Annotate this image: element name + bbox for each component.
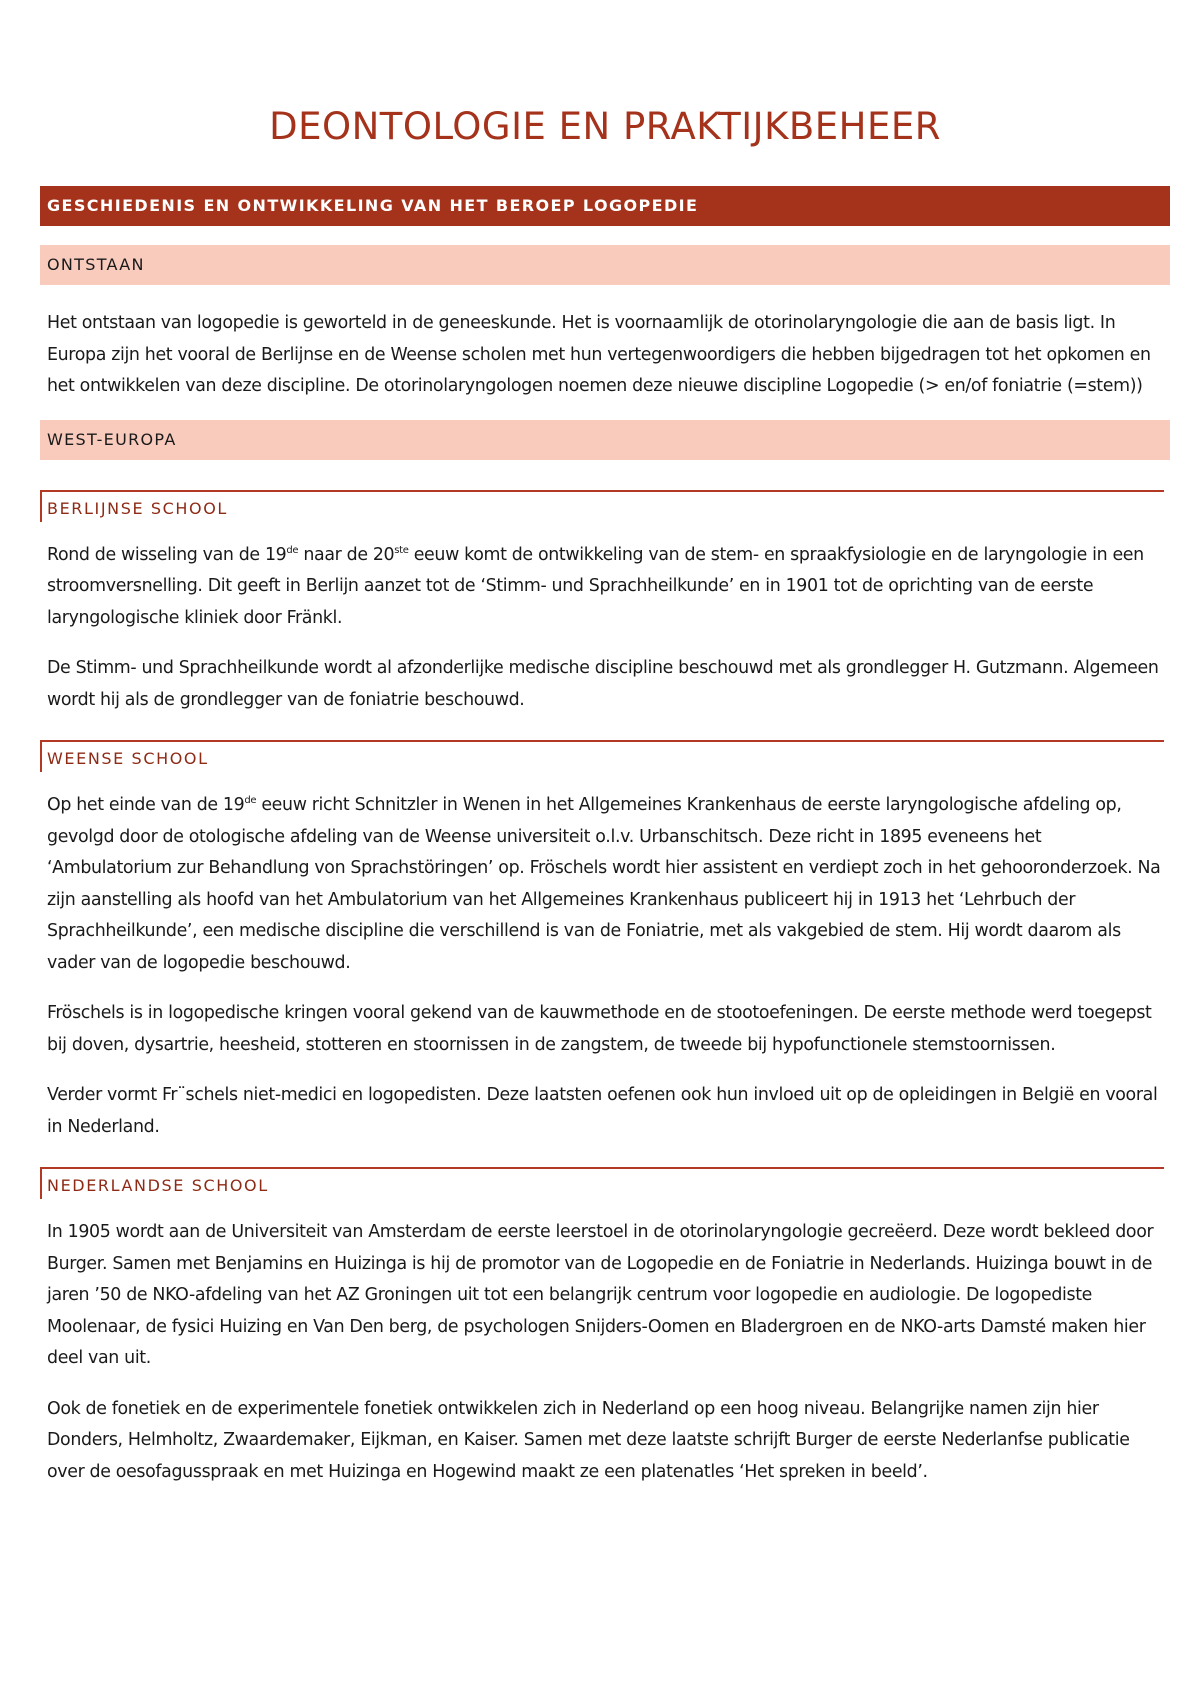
subsection-heading-berlijnse-school: BERLIJNSE SCHOOL: [40, 490, 1164, 522]
chapter-heading: GESCHIEDENIS EN ONTWIKKELING VAN HET BEROEP LOGOPEDIE: [40, 186, 1170, 226]
section-heading-west-europa: WEST-EUROPA: [40, 420, 1170, 460]
superscript: de: [244, 795, 257, 807]
paragraph-berlijnse-1: Rond de wisseling van de 19de naar de 20ste eeuw komt de ontwikkeling van de stem- en spraakfysiologie en de laryngologie in een stroomversnelling. Dit geeft in Berlijn aanzet tot de ‘Stimm- und Sprachheilkunde’ en in 1901 tot de oprichting van de eerste laryngologische kliniek door Fränkl.: [47, 544, 1144, 628]
superscript: ste: [394, 544, 409, 556]
paragraph-nederlandse-2: Ook de fonetiek en de experimentele fonetiek ontwikkelen zich in Nederland op een hoog niveau. Belangrijke namen zijn hier Donders, Helmholtz, Zwaardemaker, Eijkman, en Kaiser. Samen met deze laatste schrijft Burger de eerste Nederlanfse publicatie over de oesofagusspraak en met Huizinga en Hogewind maakt ze een platenatles ‘Het spreken in beeld’.: [47, 1398, 1130, 1482]
section-heading-ontstaan: ONTSTAAN: [40, 245, 1170, 285]
paragraph-weense-1: Op het einde van de 19de eeuw richt Schnitzler in Wenen in het Allgemeines Krankenhaus de eerste laryngologische afdeling op, gevolgd door de otologische afdeling van de Weense universiteit o.l.v. Urbanschitsch. Deze richt in 1895 eveneens het ‘Ambulatorium zur Behandlung von Sprachstöringen’ op. Fröschels wordt hier assistent en verdiept zoch in het gehooronderzoek. Na zijn aanstelling als hoofd van het Ambulatorium van het Allgemeines Krankenhaus publiceert hij in 1913 het ‘Lehrbuch der Sprachheilkunde’, een medische discipline die verschillend is van de Foniatrie, met als vakgebied de stem. Hij wordt daarom als vader van de logopedie beschouwd.: [47, 795, 1161, 973]
paragraph-berlijnse-2: De Stimm- und Sprachheilkunde wordt al afzonderlijke medische discipline beschouwd met als grondlegger H. Gutzmann. Algemeen wordt hij als de grondlegger van de foniatrie beschouwd.: [47, 658, 1159, 710]
paragraph-nederlandse-1: In 1905 wordt aan de Universiteit van Amsterdam de eerste leerstoel in de otorinolaryngologie gecreëerd. Deze wordt bekleed door Burger. Samen met Benjamins en Huizinga is hij de promotor van de Logopedie en de Foniatrie in Nederlands. Huizinga bouwt in de jaren ’50 de NKO-afdeling van het AZ Groningen uit tot een belangrijk centrum voor logopedie en audiologie. De logopediste Moolenaar, de fysici Huizing en Van Den berg, de psychologen Snijders-Oomen en Bladergroen en de NKO-arts Damsté maken hier deel van uit.: [47, 1222, 1154, 1368]
subsection-heading-weense-school: WEENSE SCHOOL: [40, 740, 1164, 772]
paragraph-weense-3: Verder vormt Fr¨schels niet-medici en logopedisten. Deze laatsten oefenen ook hun invloed uit op de opleidingen in België en vooral in Nederland.: [47, 1085, 1158, 1137]
document-page: [40, 0, 1170, 1488]
subsection-heading-nederlandse-school: NEDERLANDSE SCHOOL: [40, 1167, 1164, 1199]
document-title: DEONTOLOGIE EN PRAKTIJKBEHEER: [269, 105, 941, 148]
superscript: de: [286, 544, 299, 556]
paragraph-ontstaan: Het ontstaan van logopedie is geworteld in de geneeskunde. Het is voornaamlijk de otorinolaryngologie die aan de basis ligt. In Europa zijn het vooral de Berlijnse en de Weense scholen met hun vertegenwoordigers die hebben bijgedragen tot het opkomen en het ontwikkelen van deze discipline. De otorinolaryngologen noemen deze nieuwe discipline Logopedie (> en/of foniatrie (=stem)): [47, 313, 1151, 396]
paragraph-weense-2: Fröschels is in logopedische kringen vooral gekend van de kauwmethode en de stootoefeningen. De eerste methode werd toegepst bij doven, dysartrie, heesheid, stotteren en stoornissen in de zangstem, de tweede bij hypofunctionele stemstoornissen.: [47, 1003, 1152, 1055]
